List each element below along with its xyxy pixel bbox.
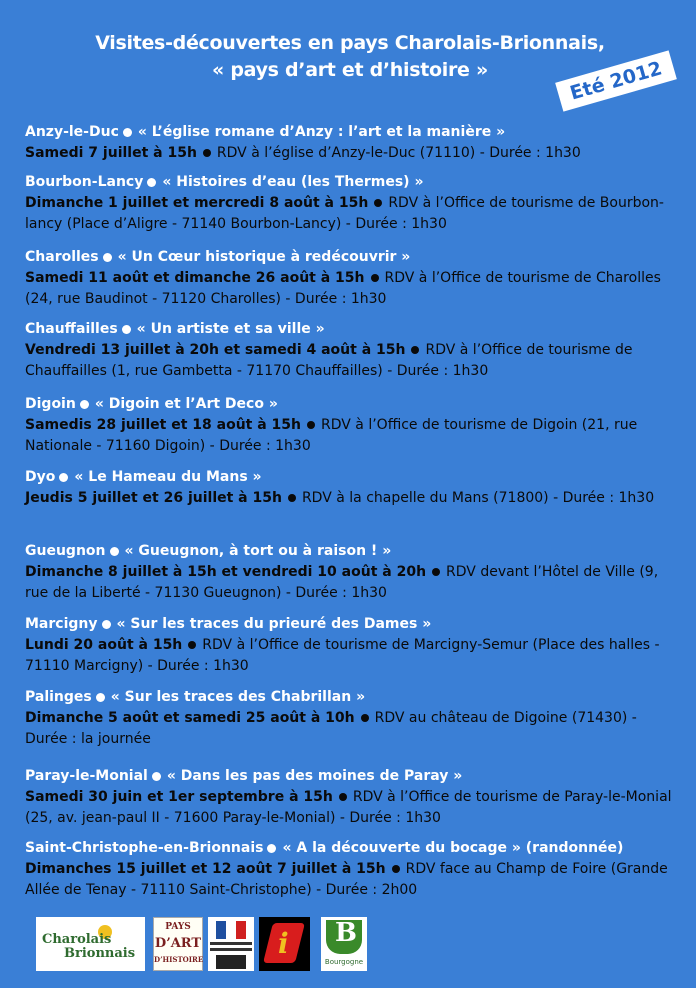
visit-entry: [25, 837, 680, 901]
bullet-icon: [339, 793, 347, 801]
bullet-icon: [59, 473, 68, 482]
visit-date: Dimanches 15 juillet et 12 août 7 juillet à 15h: [25, 861, 386, 877]
info-icon: i: [278, 927, 289, 960]
logo-text-line-2: D’ART: [154, 936, 202, 951]
visit-entry: [25, 246, 680, 310]
visit-entry: [25, 393, 680, 457]
visit-entry: [25, 121, 680, 164]
visit-theme: « Le Hameau du Mans »: [74, 469, 262, 485]
visit-meeting-point: RDV à l’église d’Anzy-le-Duc (71110) - Durée : 1h30: [216, 145, 581, 161]
logo-caption: Bourgogne: [324, 958, 364, 966]
visit-heading: [25, 246, 680, 268]
logo-mark: B: [335, 918, 357, 948]
bullet-icon: [96, 693, 105, 702]
visit-heading: [25, 466, 680, 488]
visit-town: Paray-le-Monial: [25, 768, 148, 784]
visit-town: Marcigny: [25, 616, 98, 632]
visit-heading: [25, 121, 680, 143]
visit-town: Gueugnon: [25, 543, 106, 559]
partner-logos: [0, 917, 696, 973]
bourgogne-logo: [321, 917, 367, 971]
visit-date: Dimanche 5 août et samedi 25 août à 10h: [25, 710, 355, 726]
bullet-icon: [361, 714, 369, 722]
visit-entry: [25, 613, 680, 677]
logo-rule: [210, 948, 252, 951]
visit-meeting-point: RDV à l’Office de tourisme de Digoin (21, rue Nationale - 71160 Digoin) - Durée : 1h30: [25, 417, 638, 454]
visit-theme: « Dans les pas des moines de Paray »: [166, 768, 463, 784]
visit-entry: [25, 765, 680, 829]
bullet-icon: [267, 844, 276, 853]
visit-date: Vendredi 13 juillet à 20h et samedi 4 août à 15h: [25, 342, 406, 358]
visit-town: Digoin: [25, 396, 76, 412]
title-line-1: Visites-découvertes en pays Charolais-Brionnais,: [95, 32, 605, 54]
bullet-icon: [102, 620, 111, 629]
visit-town: Chauffailles: [25, 321, 118, 337]
visit-details: [25, 143, 680, 164]
logo-text-line-1: PAYS: [165, 922, 191, 932]
bullet-icon: [80, 400, 89, 409]
visit-details: [25, 268, 680, 310]
visit-town: Dyo: [25, 469, 56, 485]
visit-details: [25, 859, 680, 901]
bullet-icon: [432, 568, 440, 576]
title-line-2: « pays d’art et d’histoire »: [212, 59, 488, 81]
season-badge: Eté 2012: [555, 50, 677, 111]
logo-rule: [210, 942, 252, 945]
visit-meeting-point: RDV devant l’Hôtel de Ville (9, rue de la Liberté - 71130 Gueugnon) - Durée : 1h30: [25, 564, 659, 601]
visit-meeting-point: RDV à la chapelle du Mans (71800) - Durée : 1h30: [301, 490, 655, 506]
tourist-information-logo: [259, 917, 310, 971]
visit-details: [25, 340, 680, 382]
visit-entry: [25, 171, 680, 235]
visit-entry: [25, 466, 680, 509]
visit-details: [25, 415, 680, 457]
visit-meeting-point: RDV à l’Office de tourisme de Paray-le-Monial (25, av. jean-paul II - 71600 Paray-le-Monial) - Durée : 1h30: [25, 789, 672, 826]
flag-icon: [216, 921, 246, 939]
bullet-icon: [123, 128, 132, 137]
visit-details: [25, 488, 680, 509]
visit-theme: « Un Cœur historique à redécouvrir »: [117, 249, 411, 265]
visit-theme: « Un artiste et sa ville »: [136, 321, 325, 337]
visit-details: [25, 562, 680, 604]
bullet-icon: [147, 178, 156, 187]
visit-heading: [25, 686, 680, 708]
visit-heading: [25, 765, 680, 787]
bullet-icon: [307, 421, 315, 429]
logo-block: [216, 955, 246, 969]
charolais-brionnais-logo: [36, 917, 145, 971]
visit-heading: [25, 837, 680, 859]
logo-text-line-3: D’HISTOIRE: [154, 955, 204, 964]
visit-town: Anzy-le-Duc: [25, 124, 119, 140]
bullet-icon: [188, 641, 196, 649]
bullet-icon: [288, 494, 296, 502]
visit-town: Charolles: [25, 249, 99, 265]
visit-theme: « Histoires d’eau (les Thermes) »: [162, 174, 424, 190]
ministere-culture-logo: [208, 917, 254, 971]
bullet-icon: [392, 865, 400, 873]
visit-date: Samedis 28 juillet et 18 août à 15h: [25, 417, 302, 433]
visit-date: Dimanche 8 juillet à 15h et vendredi 10 août à 20h: [25, 564, 427, 580]
bullet-icon: [110, 547, 119, 556]
visit-theme: « Sur les traces du prieuré des Dames »: [116, 616, 432, 632]
visit-date: Lundi 20 août à 15h: [25, 637, 183, 653]
visit-details: [25, 193, 680, 235]
visit-theme: « L’église romane d’Anzy : l’art et la manière »: [137, 124, 506, 140]
visit-date: Samedi 7 juillet à 15h: [25, 145, 197, 161]
bullet-icon: [103, 253, 112, 262]
visit-entry: [25, 686, 680, 750]
visit-meeting-point: RDV au château de Digoine (71430) - Durée : la journée: [25, 710, 637, 747]
visit-meeting-point: RDV à l’Office de tourisme de Charolles (24, rue Baudinot - 71120 Charolles) - Durée : 1h30: [25, 270, 661, 307]
bullet-icon: [152, 772, 161, 781]
visit-heading: [25, 393, 680, 415]
visit-date: Samedi 30 juin et 1er septembre à 15h: [25, 789, 333, 805]
visit-date: Samedi 11 août et dimanche 26 août à 15h: [25, 270, 365, 286]
visit-town: Palinges: [25, 689, 92, 705]
visit-heading: [25, 171, 680, 193]
visit-details: [25, 787, 680, 829]
visit-theme: « Digoin et l’Art Deco »: [94, 396, 278, 412]
visit-entry: [25, 318, 680, 382]
visit-town: Bourbon-Lancy: [25, 174, 144, 190]
visit-theme: « Sur les traces des Chabrillan »: [110, 689, 366, 705]
logo-text-line-1: Charolais: [42, 932, 112, 947]
visit-meeting-point: RDV à l’Office de tourisme de Bourbon-lancy (Place d’Aligre - 71140 Bourbon-Lancy) - Durée : 1h30: [25, 195, 664, 232]
pays-art-histoire-logo: [153, 917, 203, 971]
visit-meeting-point: RDV à l’Office de tourisme de Chauffailles (1, rue Gambetta - 71170 Chauffailles) - Durée : 1h30: [25, 342, 633, 379]
visit-heading: [25, 613, 680, 635]
visit-town: Saint-Christophe-en-Brionnais: [25, 840, 264, 856]
visit-details: [25, 635, 680, 677]
logo-text-line-2: Brionnais: [64, 946, 136, 961]
bullet-icon: [374, 199, 382, 207]
bullet-icon: [371, 274, 379, 282]
visit-meeting-point: RDV à l’Office de tourisme de Marcigny-Semur (Place des halles - 71110 Marcigny) - Durée : 1h30: [25, 637, 660, 674]
bullet-icon: [122, 325, 131, 334]
visit-heading: [25, 318, 680, 340]
visit-theme: « Gueugnon, à tort ou à raison ! »: [124, 543, 392, 559]
visit-date: Jeudis 5 juillet et 26 juillet à 15h: [25, 490, 282, 506]
visit-heading: [25, 540, 680, 562]
visit-date: Dimanche 1 juillet et mercredi 8 août à 15h: [25, 195, 369, 211]
visit-details: [25, 708, 680, 750]
visit-theme: « A la découverte du bocage » (randonnée): [282, 840, 624, 856]
visit-entry: [25, 540, 680, 604]
bullet-icon: [203, 149, 211, 157]
visit-meeting-point: RDV face au Champ de Foire (Grande Allée de Tenay - 71110 Saint-Christophe) - Durée : 2h00: [25, 861, 668, 898]
bullet-icon: [411, 346, 419, 354]
